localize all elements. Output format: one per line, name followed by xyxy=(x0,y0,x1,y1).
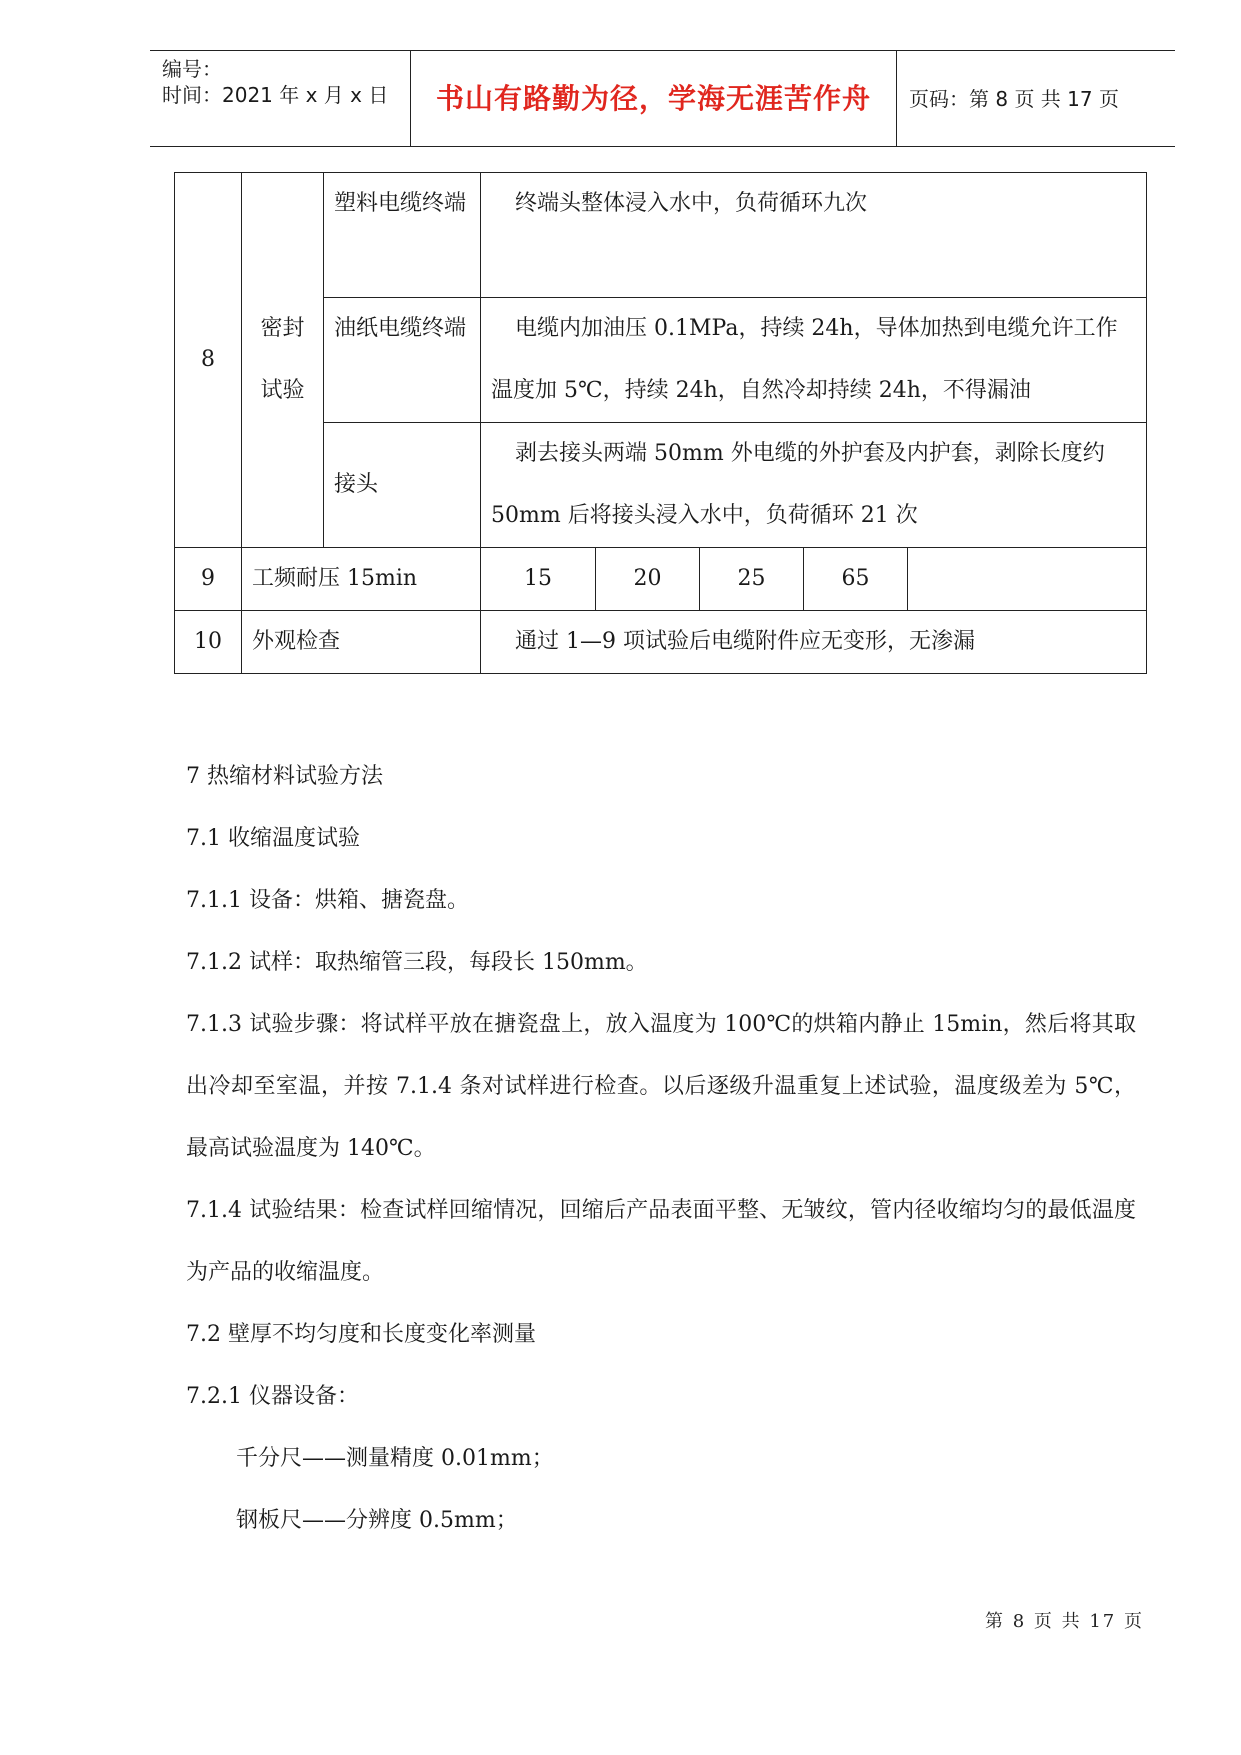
table-row xyxy=(175,611,1147,674)
instrument-steel-ruler: 钢板尺——分辨度 0.5mm； xyxy=(236,1508,518,1533)
document-time-label: 时间：2021 年 x 月 x 日 xyxy=(162,83,389,107)
row8-sub2-item-text: 油纸电缆终端 xyxy=(334,316,467,341)
para-7-2-1: 7.2.1 仪器设备： xyxy=(186,1384,359,1409)
para-7-1-1: 7.1.1 设备：烘箱、搪瓷盘。 xyxy=(186,888,469,913)
row9-value-2: 20 xyxy=(596,548,700,611)
header-page-cell xyxy=(897,51,1175,146)
page-footer: 第 8 页 共 17 页 xyxy=(985,1611,1144,1632)
document-number-label: 编号： xyxy=(162,57,222,81)
table-row xyxy=(175,548,1147,611)
header-page-code: 页码：第 8 页 共 17 页 xyxy=(909,87,1119,111)
row8-sub1-item-text: 塑料电缆终端 xyxy=(334,191,467,216)
row8-category xyxy=(242,173,324,548)
instrument-micrometer: 千分尺——测量精度 0.01mm； xyxy=(236,1446,554,1471)
row8-sub3-item: 接头 xyxy=(324,423,481,548)
row8-sub1-item xyxy=(324,173,481,298)
row8-sub2-desc: 电缆内加油压 0.1MPa，持续 24h，导体加热到电缆允许工作温度加 5℃，持续 24h，自然冷却持续 24h，不得漏油 xyxy=(481,298,1147,423)
header-left-cell xyxy=(150,51,410,146)
para-7-1-3: 7.1.3 试验步骤：将试样平放在搪瓷盘上，放入温度为 100℃的烘箱内静止 15min，然后将其取出冷却至室温，并按 7.1.4 条对试样进行检查。以后逐级升温重复上述试验，温度级差为 5℃，最高试验温度为 140℃。 xyxy=(186,1012,1136,1161)
row8-category-text: 密封试验 xyxy=(260,316,305,403)
row8-sub1-desc: 终端头整体浸入水中，负荷循环九次 xyxy=(481,173,1147,298)
row10-desc: 通过 1—9 项试验后电缆附件应无变形，无渗漏 xyxy=(481,611,1147,674)
para-7-1-2: 7.1.2 试样：取热缩管三段，每段长 150mm。 xyxy=(186,950,648,975)
para-7-1-4: 7.1.4 试验结果：检查试样回缩情况，回缩后产品表面平整、无皱纹，管内径收缩均匀的最低温度为产品的收缩温度。 xyxy=(186,1198,1136,1285)
row9-value-3: 25 xyxy=(700,548,804,611)
section-7-2-heading: 7.2 壁厚不均匀度和长度变化率测量 xyxy=(186,1322,536,1347)
section-7-1-heading: 7.1 收缩温度试验 xyxy=(186,826,360,851)
row9-value-4: 65 xyxy=(804,548,908,611)
row8-sub3-desc: 剥去接头两端 50mm 外电缆的外护套及内护套，剥除长度约 50mm 后将接头浸入水中，负荷循环 21 次 xyxy=(481,423,1147,548)
row8-number: 8 xyxy=(175,173,242,548)
row9-value-1: 15 xyxy=(481,548,596,611)
row10-number: 10 xyxy=(175,611,242,674)
table-row xyxy=(175,173,1147,298)
header-motto-cell xyxy=(410,51,897,146)
page-header xyxy=(150,50,1175,147)
test-items-table xyxy=(174,172,1147,674)
row8-sub2-item xyxy=(324,298,481,423)
row9-item: 工频耐压 15min xyxy=(242,548,481,611)
row10-item: 外观检查 xyxy=(242,611,481,674)
row9-number: 9 xyxy=(175,548,242,611)
section-7-heading: 7 热缩材料试验方法 xyxy=(186,764,383,789)
header-motto: 书山有路勤为径，学海无涯苦作舟 xyxy=(435,82,871,115)
row9-value-5 xyxy=(908,548,1147,611)
